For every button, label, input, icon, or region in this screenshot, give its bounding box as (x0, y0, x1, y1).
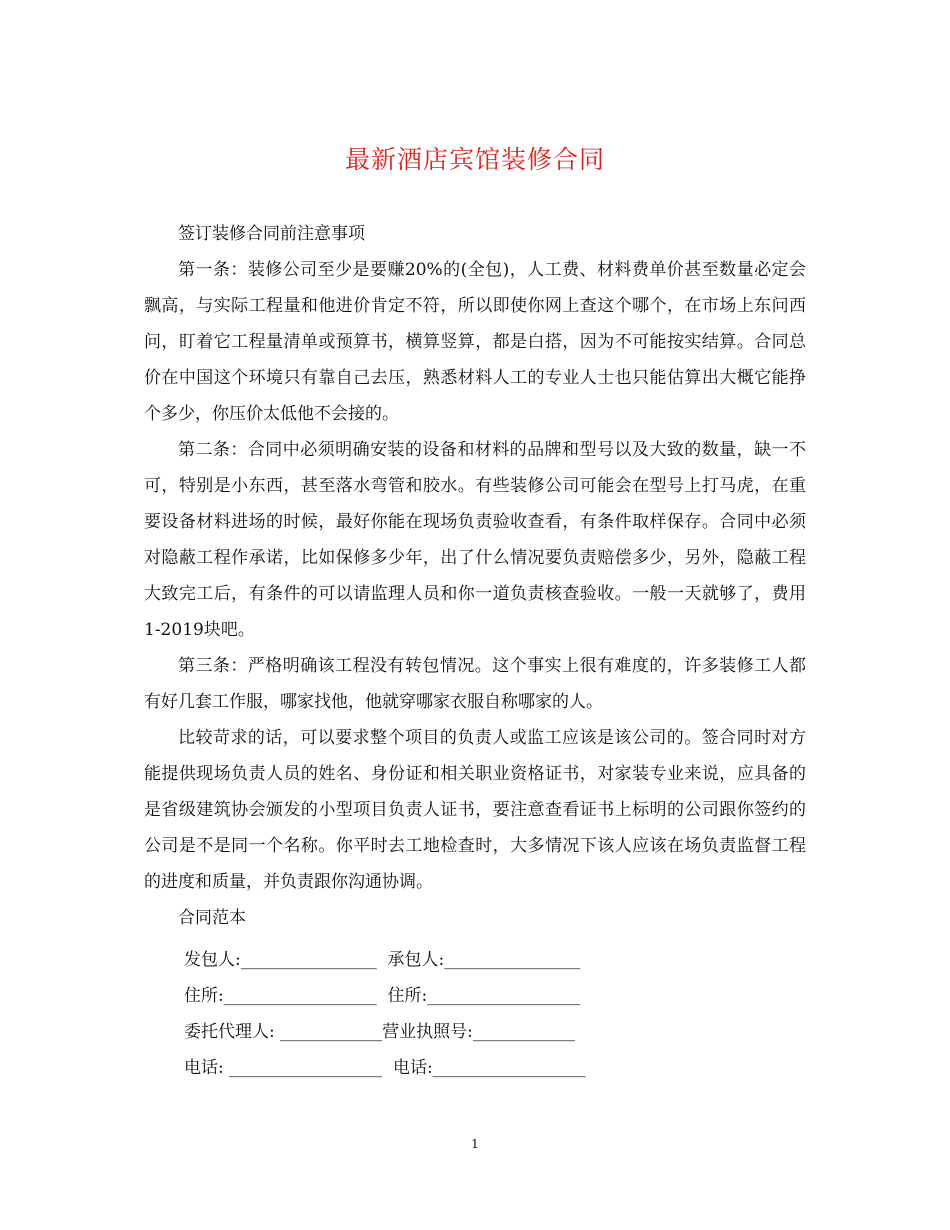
form-row-agent-license: 委托代理人: ____________营业执照号:____________ (184, 1022, 575, 1042)
page-number: 1 (471, 1137, 479, 1151)
contract-sample-heading: 合同范本 (178, 908, 246, 928)
paragraph-article-2: 第二条：合同中必须明确安装的设备和材料的品牌和型号以及大致的数量，缺一不可，特别是小东西，甚至落水弯管和胶水。有些装修公司可能会在型号上打马虎，在重要设备材料进场的时候，最好你能在现场负责验收查看，有条件取样保存。合同中必须对隐蔽工程作承诺，比如保修多少年，出了什么情况要负责赔偿多少，另外，隐蔽工程大致完工后，有条件的可以请监理人员和你一道负责核查验收。一般一天就够了，费用1-2019块吧。 (144, 440, 806, 640)
form-row-parties: 发包人:________________ 承包人:________________ (184, 950, 581, 970)
section-heading: 签订装修合同前注意事项 (178, 224, 365, 244)
form-row-address: 住所:__________________ 住所:__________________ (184, 986, 581, 1006)
form-row-phone: 电话: __________________ 电话:__________________ (184, 1058, 586, 1078)
document-body (144, 216, 806, 936)
contract-form (184, 942, 784, 1086)
document-title: 最新酒店宾馆装修合同 (344, 145, 605, 174)
paragraph-supplement: 比较苛求的话，可以要求整个项目的负责人或监工应该是该公司的。签合同时对方能提供现场负责人员的姓名、身份证和相关职业资格证书，对家装专业来说，应具备的是省级建筑协会颁发的小型项目负责人证书，要注意查看证书上标明的公司跟你签约的公司是不是同一个名称。你平时去工地检查时，大多情况下该人应该在场负责监督工程的进度和质量，并负责跟你沟通协调。 (144, 728, 806, 892)
paragraph-article-3: 第三条：严格明确该工程没有转包情况。这个事实上很有难度的，许多装修工人都有好几套工作服，哪家找他，他就穿哪家衣服自称哪家的人。 (144, 656, 806, 712)
paragraph-article-1: 第一条：装修公司至少是要赚20%的(全包)，人工费、材料费单价甚至数量必定会飘高，与实际工程量和他进价肯定不符，所以即使你网上查这个哪个，在市场上东问西问，盯着它工程量清单或预算书，横算竖算，都是白搭，因为不可能按实结算。合同总价在中国这个环境只有靠自己去压，熟悉材料人工的专业人士也只能估算出大概它能挣个多少，你压价太低他不会接的。 (144, 260, 806, 424)
